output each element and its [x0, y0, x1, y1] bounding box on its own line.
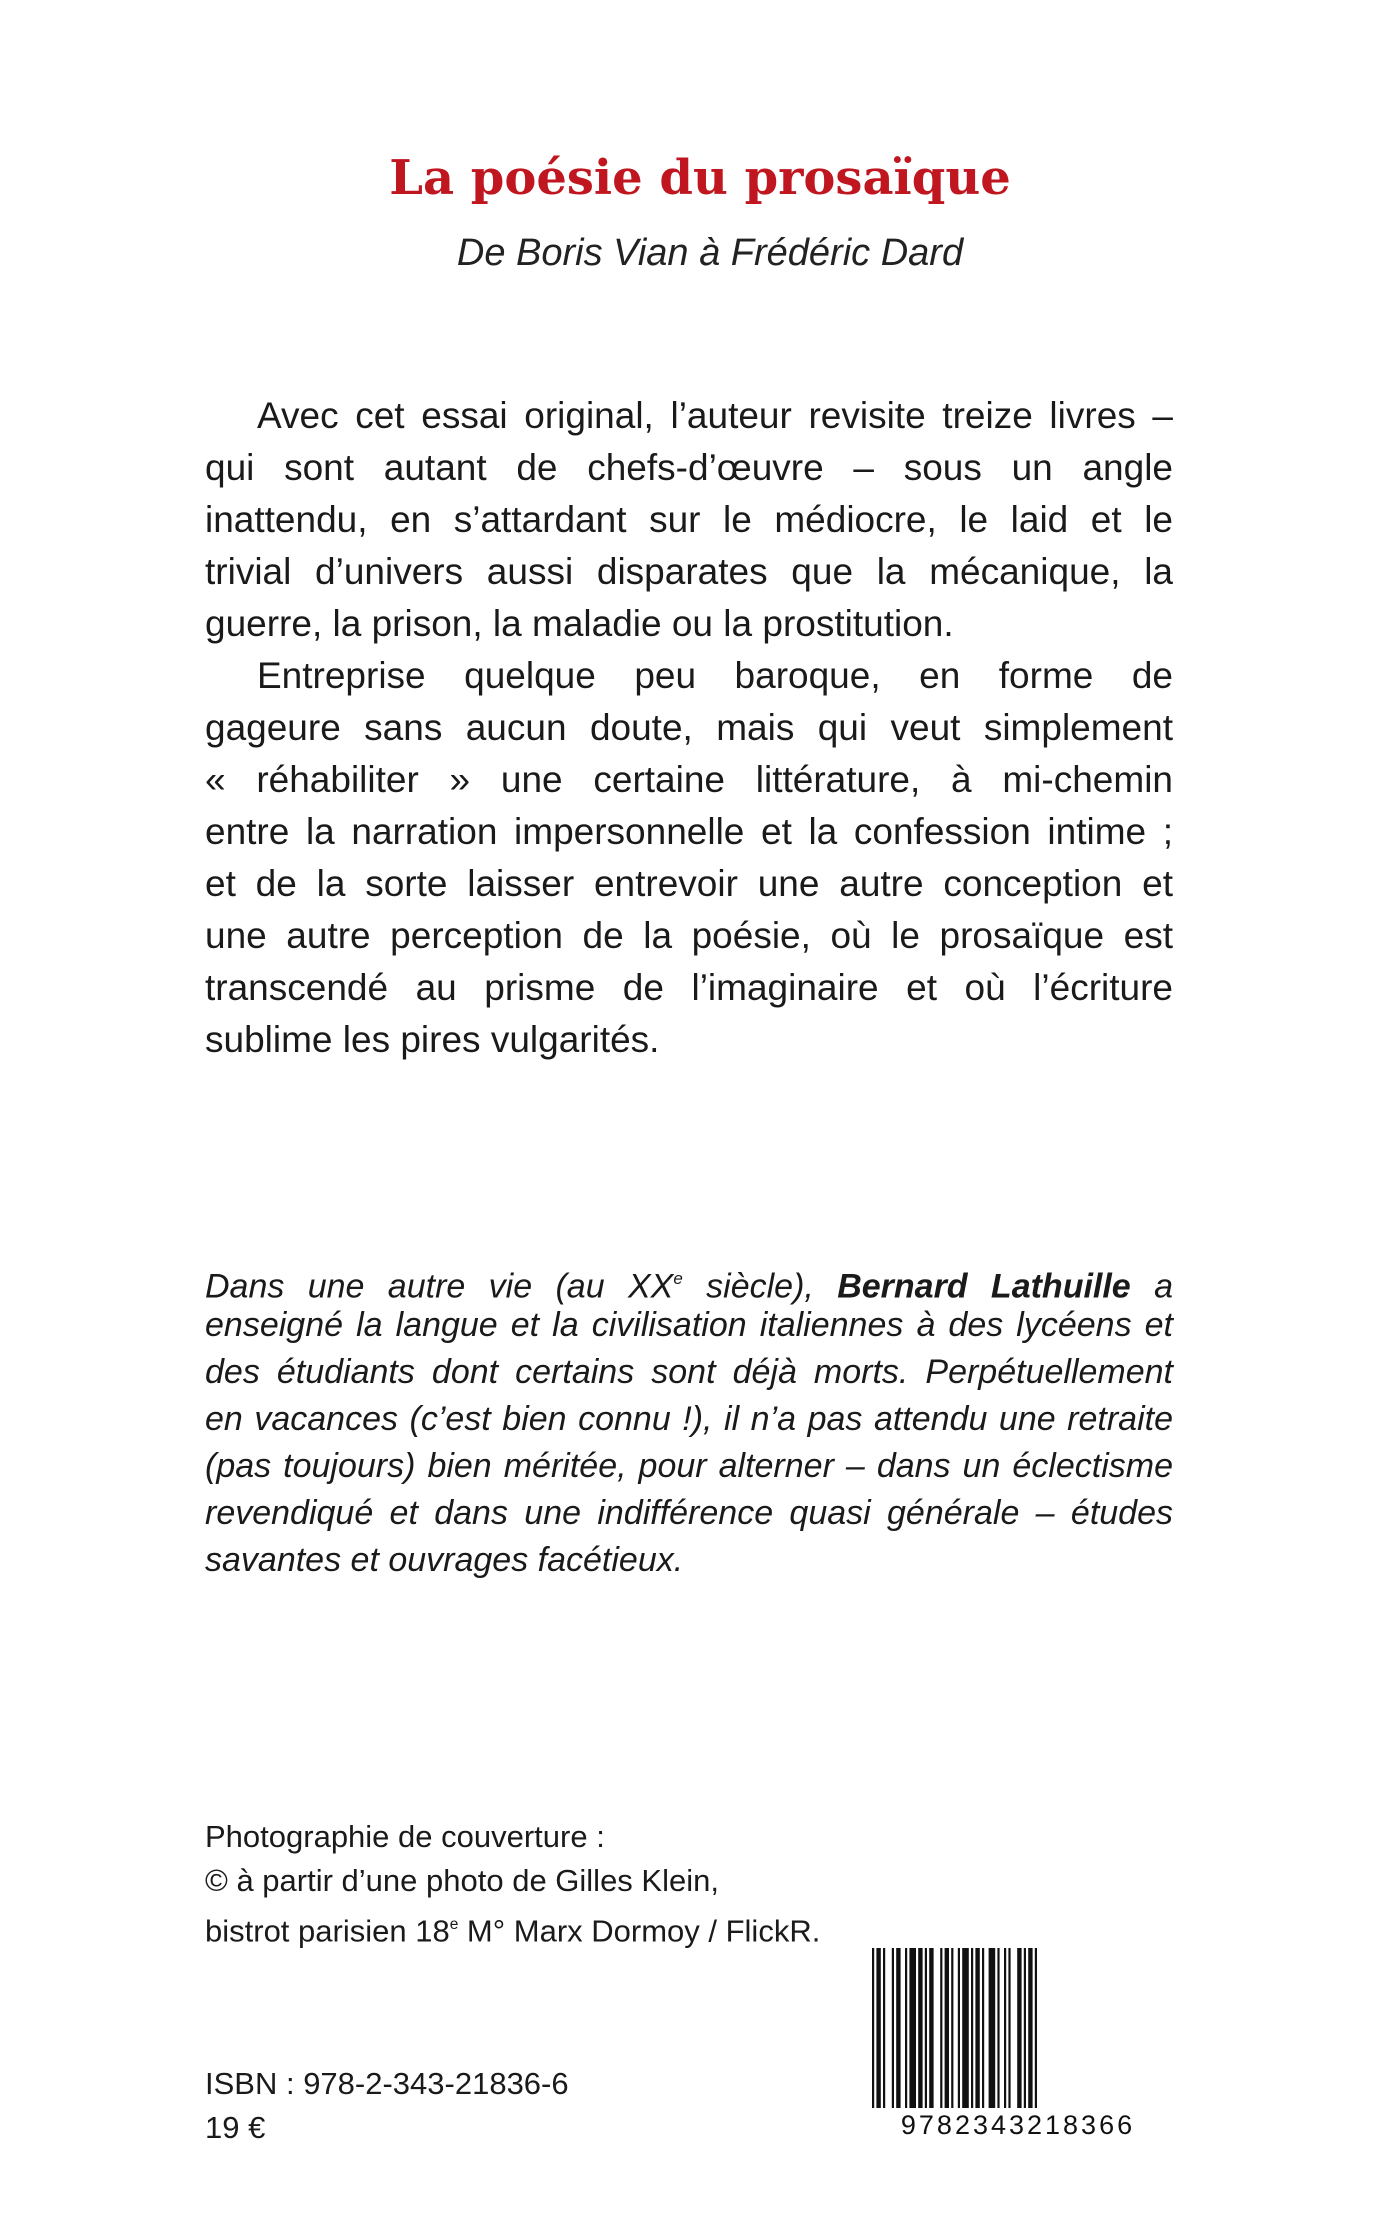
barcode-digits: 9782343218366	[900, 2110, 1136, 2138]
credit-line: Photographie de couverture :	[205, 1819, 605, 1854]
bio-line: savantes et ouvrages facétieux.	[205, 1541, 684, 1579]
bio-line: enseigné la langue et la civilisation italiennes à des lycéens et	[205, 1306, 1173, 1344]
credit-text: bistrot parisien 18	[205, 1913, 450, 1949]
summary-line: gageure sans aucun doute, mais qui veut simplement	[205, 707, 1173, 748]
barcode-bar	[892, 1948, 894, 2108]
barcode-bar	[997, 1948, 999, 2108]
barcode-bar	[883, 1948, 885, 2108]
summary-line: sublime les pires vulgarités.	[205, 1019, 660, 1060]
barcode-bar	[989, 1948, 996, 2108]
price: 19 €	[205, 2110, 266, 2145]
summary-line: guerre, la prison, la maladie ou la prostitution.	[205, 603, 954, 644]
barcode-bar	[1008, 1948, 1010, 2108]
summary-line: entre la narration impersonnelle et la confession intime ;	[205, 811, 1173, 852]
barcode-bar	[905, 1948, 907, 2108]
barcode-bar	[896, 1948, 900, 2108]
isbn-price	[205, 2062, 569, 2150]
barcode-bar	[971, 1948, 973, 2108]
summary-line: une autre perception de la poésie, où le prosaïque est	[205, 915, 1173, 956]
barcode	[868, 1948, 1168, 2138]
summary-line: Entreprise quelque peu baroque, en forme de	[257, 655, 1173, 696]
barcode-bar	[872, 1948, 874, 2108]
bio-sup: e	[673, 1269, 683, 1288]
summary-line: transcendé au prisme de l’imaginaire et où l’écriture	[205, 967, 1173, 1008]
bio-line: revendiqué et dans une indifférence quasi générale – études	[205, 1494, 1173, 1532]
credit-line	[205, 1903, 820, 1953]
barcode-bar	[1035, 1948, 1037, 2108]
summary-line: trivial d’univers aussi disparates que la mécanique, la	[205, 551, 1173, 592]
barcode-bar	[1024, 1948, 1026, 2108]
barcode-bar	[929, 1948, 933, 2108]
barcode-bar	[975, 1948, 979, 2108]
barcode-bar	[909, 1948, 916, 2108]
bio-text: siècle),	[682, 1267, 838, 1306]
bio-text: a	[1130, 1267, 1173, 1306]
credit-sup: e	[449, 1916, 459, 1933]
summary-line: Avec cet essai original, l’auteur revisite treize livres –	[257, 395, 1173, 436]
bio-line: (pas toujours) bien méritée, pour alterner – dans un éclectisme	[205, 1447, 1173, 1485]
bio-line: en vacances (c’est bien connu !), il n’a pas attendu une retraite	[205, 1400, 1173, 1438]
barcode-bar	[962, 1948, 969, 2108]
author-bio	[205, 1255, 1173, 1584]
barcode-bar	[876, 1948, 880, 2108]
barcode-bar	[1017, 1948, 1021, 2108]
credit-text: M° Marx Dormoy / FlickR.	[458, 1913, 821, 1949]
bio-text: Dans une autre vie (au XX	[205, 1267, 674, 1306]
barcode-bar	[958, 1948, 960, 2108]
barcode-bar	[945, 1948, 949, 2108]
barcode-bar	[1028, 1948, 1032, 2108]
summary-line: qui sont autant de chefs-d’œuvre – sous un angle	[205, 447, 1173, 488]
barcode-bar	[951, 1948, 953, 2108]
barcode-bar	[940, 1948, 942, 2108]
summary-text	[205, 390, 1173, 1066]
credit-line: © à partir d’une photo de Gilles Klein,	[205, 1863, 719, 1898]
barcode-bar	[918, 1948, 922, 2108]
bio-line	[205, 1255, 1173, 1306]
barcode-bar	[982, 1948, 984, 2108]
barcode-bar	[1004, 1948, 1006, 2108]
summary-line: inattendu, en s’attardant sur le médiocre, le laid et le	[205, 499, 1173, 540]
book-subtitle: De Boris Vian à Frédéric Dard	[456, 232, 964, 274]
isbn: ISBN : 978-2-343-21836-6	[205, 2066, 569, 2101]
barcode-bars	[872, 1948, 1037, 2108]
book-title: La poésie du prosaïque	[389, 150, 1011, 206]
barcode-bar	[925, 1948, 927, 2108]
photo-credit	[205, 1815, 820, 1953]
author-name: Bernard Lathuille	[837, 1267, 1131, 1306]
summary-line: « réhabiliter » une certaine littérature, à mi-chemin	[205, 759, 1173, 800]
bio-line: des étudiants dont certains sont déjà morts. Perpétuellement	[205, 1353, 1173, 1391]
summary-line: et de la sorte laisser entrevoir une autre conception et	[205, 863, 1173, 904]
